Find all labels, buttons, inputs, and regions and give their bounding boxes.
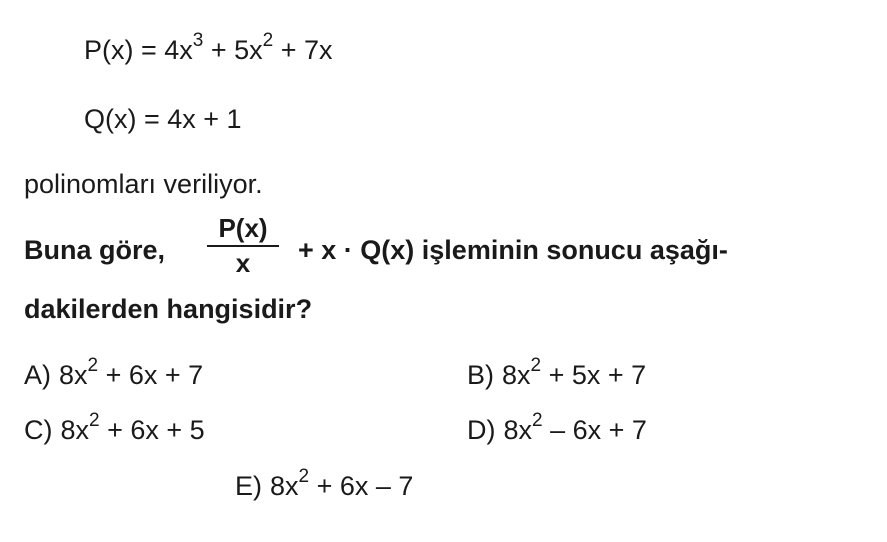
option-a-letter: A) bbox=[24, 360, 51, 390]
option-e[interactable] bbox=[235, 466, 414, 502]
option-e-post: + 6x – 7 bbox=[309, 471, 414, 501]
option-c-letter: C) bbox=[24, 415, 53, 445]
p-lhs: P(x) = 4x bbox=[84, 35, 193, 65]
option-b-post: + 5x + 7 bbox=[541, 360, 647, 390]
question-after-fraction bbox=[298, 234, 728, 266]
option-a-post: + 6x + 7 bbox=[98, 360, 204, 390]
fraction-bar bbox=[207, 245, 279, 247]
p-end: + 7x bbox=[273, 35, 333, 65]
fraction-numerator: P(x) bbox=[218, 213, 268, 243]
option-b[interactable] bbox=[467, 355, 647, 391]
option-b-letter: B) bbox=[467, 360, 494, 390]
option-c-post: + 6x + 5 bbox=[99, 415, 205, 445]
option-a-pre: 8x bbox=[59, 360, 88, 390]
option-a[interactable] bbox=[24, 355, 204, 391]
option-e-exp: 2 bbox=[298, 466, 310, 487]
option-e-pre: 8x bbox=[270, 471, 299, 501]
p-middle: + 5x bbox=[203, 35, 263, 65]
question-line-2 bbox=[24, 293, 312, 325]
polynomial-p bbox=[84, 30, 333, 66]
option-b-exp: 2 bbox=[530, 355, 542, 376]
option-a-exp: 2 bbox=[87, 355, 99, 376]
question-line-2-text: dakilerden hangisidir? bbox=[24, 294, 313, 324]
option-d-pre: 8x bbox=[503, 415, 533, 445]
statement: polinomları veriliyor. bbox=[24, 169, 263, 199]
option-d-exp: 2 bbox=[532, 410, 543, 431]
fraction-p-over-x bbox=[203, 214, 283, 277]
polynomial-q bbox=[84, 103, 242, 135]
question-after-text: + x · Q(x) işleminin sonucu aşağı- bbox=[298, 235, 728, 265]
statement-text bbox=[24, 168, 263, 200]
option-d-post: – 6x + 7 bbox=[542, 415, 647, 445]
option-c[interactable] bbox=[24, 410, 205, 446]
option-d-letter: D) bbox=[467, 415, 496, 445]
option-c-pre: 8x bbox=[60, 415, 90, 445]
p-exponent-3: 3 bbox=[192, 30, 204, 51]
fraction-denominator: x bbox=[235, 248, 251, 278]
question-lead bbox=[24, 234, 165, 266]
p-exponent-2: 2 bbox=[262, 30, 274, 51]
question-lead-text: Buna göre, bbox=[24, 235, 166, 265]
option-e-letter: E) bbox=[235, 471, 262, 501]
option-d[interactable] bbox=[467, 410, 647, 446]
q-expression: Q(x) = 4x + 1 bbox=[84, 104, 242, 134]
option-b-pre: 8x bbox=[502, 360, 531, 390]
option-c-exp: 2 bbox=[89, 410, 100, 431]
